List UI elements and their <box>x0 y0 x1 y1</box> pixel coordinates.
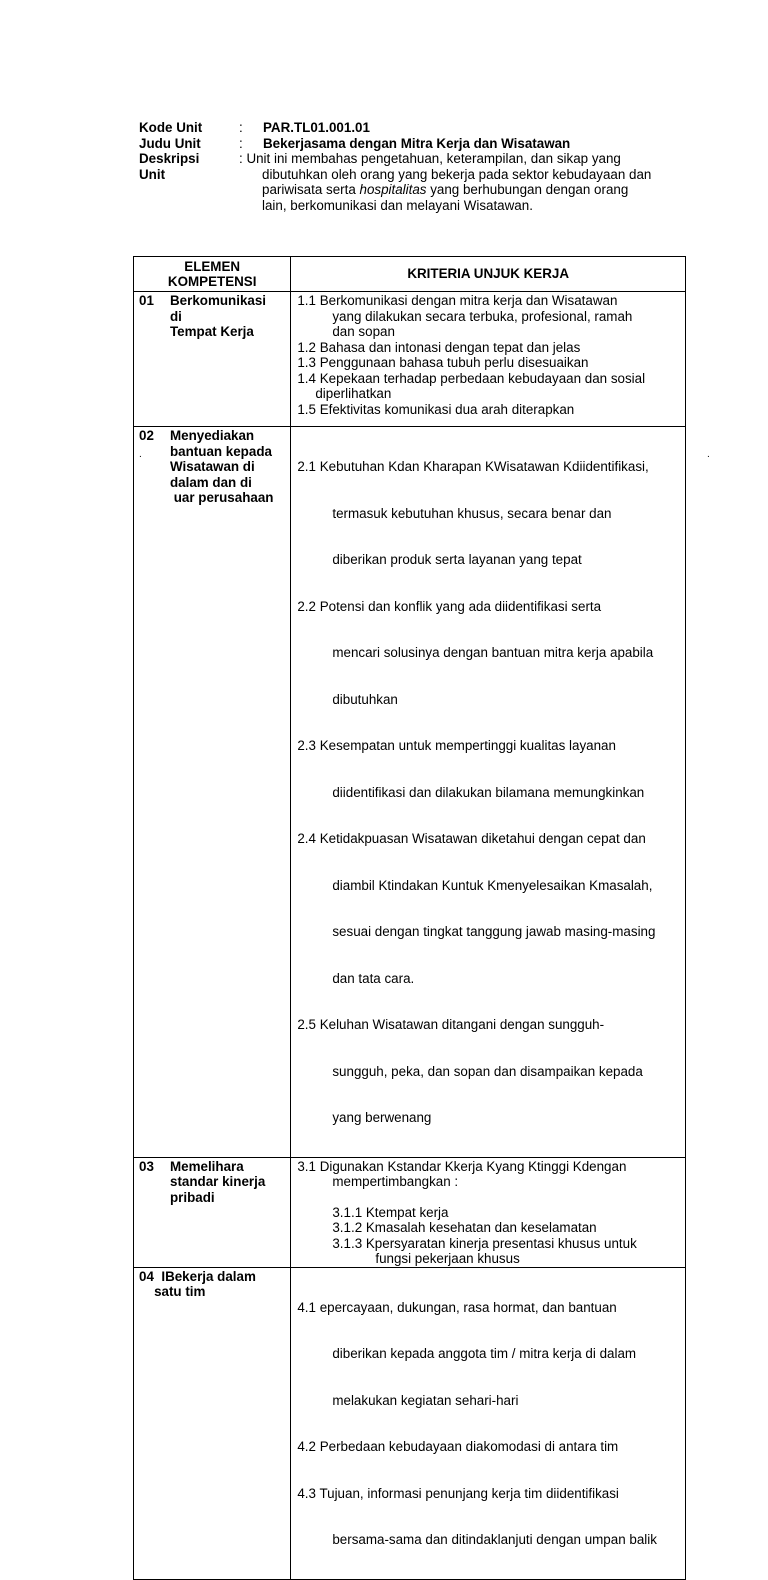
column-header-kriteria: KRITERIA UNJUK KERJA <box>291 257 686 292</box>
unit-header <box>139 120 699 213</box>
criteria-cell: 1.1 Berkomunikasi dengan mitra kerja dan Wisatawan yang dilakukan secara terbuka, profesional, ramah dan sopan 1.2 Bahasa dan intonasi dengan tepat dan jelas 1.3 Penggunaan bahasa tubuh perlu disesuaikan 1.4 Kepekaan terhadap perbedaan kebudayaan dan sosial diperlihatkan 1.5 Efektivitas komunikasi dua arah diterapkan <box>291 292 686 427</box>
table-header-row <box>134 257 686 292</box>
stray-mark-left: . <box>139 449 142 460</box>
column-header-elemen: ELEMEN KOMPETENSI <box>134 257 291 292</box>
table-row <box>134 427 686 1158</box>
element-number: 02 <box>139 428 154 443</box>
judul-unit-value: Bekerjasama dengan Mitra Kerja dan Wisatawan <box>263 135 571 151</box>
element-number: 03 <box>139 1158 154 1174</box>
table-row <box>134 1157 686 1267</box>
kode-unit-value: PAR.TL01.001.01 <box>263 120 370 135</box>
deskripsi-text: : Unit ini membahas pengetahuan, keterampilan, dan sikap yang dibutuhkan oleh orang yang bekerja pada sektor kebudayaan dan pariwisata serta hospitalitas yang berhubungan dengan orang lain, berkomunikasi dan melayani Wisatawan. <box>239 151 652 213</box>
element-cell: 02 Menyediakan bantuan kepada Wisatawan di dalam dan di uar perusahaan <box>134 427 291 1158</box>
deskripsi-row <box>139 151 699 213</box>
stray-mark-right: . <box>707 449 710 460</box>
deskripsi-label: Deskripsi Unit <box>139 151 200 182</box>
criteria-cell: 4.1 epercayaan, dukungan, rasa hormat, dan bantuan diberikan kepada anggota tim / mitra kerja di dalam melakukan kegiatan sehari-hari 4.2 Perbedaan kebudayaan diakomodasi di antara tim 4.3 Tujuan, informasi penunjang kerja tim diidentifikasi bersama-sama dan ditindaklanjuti dengan umpan balik <box>291 1267 686 1579</box>
judul-unit-row <box>139 136 699 152</box>
table-row <box>134 292 686 427</box>
element-cell: 03 Memelihara standar kinerja pribadi <box>134 1157 291 1267</box>
judul-unit-label: Judu Unit <box>139 135 201 151</box>
competency-table <box>133 256 686 1580</box>
kode-unit-row <box>139 120 699 136</box>
element-cell: 04 I Bekerja dalam satu tim <box>134 1267 291 1579</box>
criteria-cell: 2.1 Kebutuhan Kdan Kharapan KWisatawan Kdiidentifikasi, termasuk kebutuhan khusus, secara benar dan diberikan produk serta layanan yang tepat 2.2 Potensi dan konflik yang ada diidentifikasi serta mencari solusinya dengan bantuan mitra kerja apabila dibutuhkan 2.3 Kesempatan untuk mempertinggi kualitas layanan diidentifikasi dan dilakukan bilamana memungkinkan 2.4 Ketidakpuasan Wisatawan diketahui dengan cepat dan diambil Ktindakan Kuntuk Kmenyelesaikan Kmasalah, sesuai dengan tingkat tanggung jawab masing-masing dan tata cara. 2.5 Keluhan Wisatawan ditangani dengan sungguh- sungguh, peka, dan sopan dan disampaikan kepada yang berwenang <box>291 427 686 1158</box>
element-number: 04 I <box>139 1268 166 1284</box>
criteria-cell: 3.1 Digunakan Kstandar Kkerja Kyang Ktinggi Kdengan mempertimbangkan : 3.1.1 Ktempat kerja 3.1.2 Kmasalah kesehatan dan keselamatan 3.1.3 Kpersyaratan kinerja presentasi khusus untuk fungsi pekerjaan khusus <box>291 1157 686 1267</box>
kode-unit-separator: : <box>239 120 243 135</box>
judul-unit-separator: : <box>239 135 243 151</box>
element-cell: 01 Berkomunikasi di Tempat Kerja <box>134 292 291 427</box>
kode-unit-label: Kode Unit <box>139 120 203 135</box>
table-row <box>134 1267 686 1579</box>
element-number: 01 <box>139 293 154 308</box>
